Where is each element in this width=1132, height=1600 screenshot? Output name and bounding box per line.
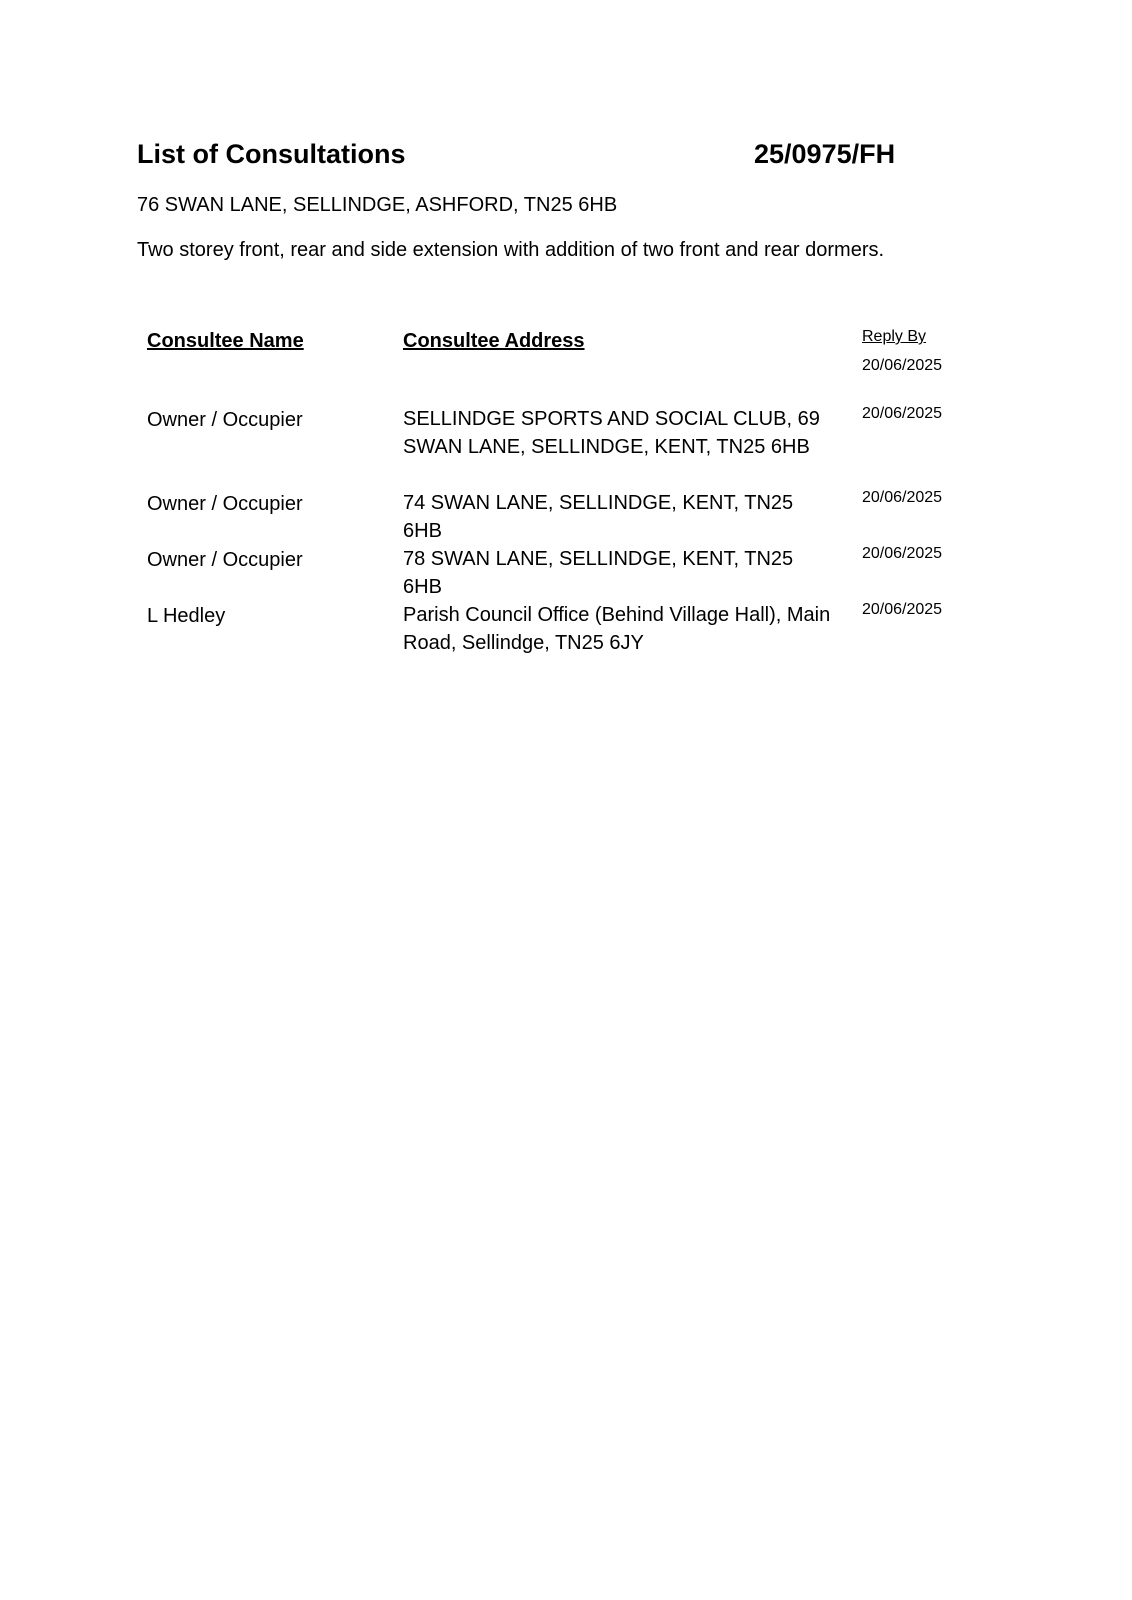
column-header-reply-by: Reply By	[862, 328, 927, 345]
column-header-consultee-name: Consultee Name	[147, 330, 304, 352]
reply-by-date: 20/06/2025	[862, 545, 943, 562]
site-address: 76 SWAN LANE, SELLINDGE, ASHFORD, TN25 6HB	[137, 194, 618, 216]
reply-by-date: 20/06/2025	[862, 405, 943, 422]
page-title: List of Consultations	[137, 139, 406, 169]
application-reference: 25/0975/FH	[754, 139, 896, 169]
consultee-name: L Hedley	[147, 605, 226, 627]
proposal-description: Two storey front, rear and side extension with addition of two front and rear dormers.	[137, 239, 885, 261]
consultee-address: 74 SWAN LANE, SELLINDGE, KENT, TN25 6HB	[403, 492, 794, 542]
consultee-address: 78 SWAN LANE, SELLINDGE, KENT, TN25 6HB	[403, 548, 794, 598]
consultee-name: Owner / Occupier	[147, 493, 303, 515]
reply-by-date: 20/06/2025	[862, 601, 943, 618]
reply-by-header-date: 20/06/2025	[862, 357, 943, 374]
consultee-address: Parish Council Office (Behind Village Hall), Main Road, Sellindge, TN25 6JY	[403, 604, 831, 654]
column-header-consultee-address: Consultee Address	[403, 330, 585, 352]
consultee-address: SELLINDGE SPORTS AND SOCIAL CLUB, 69 SWAN LANE, SELLINDGE, KENT, TN25 6HB	[403, 408, 820, 458]
reply-by-date: 20/06/2025	[862, 489, 943, 506]
consultee-name: Owner / Occupier	[147, 549, 303, 571]
consultee-name: Owner / Occupier	[147, 409, 303, 431]
